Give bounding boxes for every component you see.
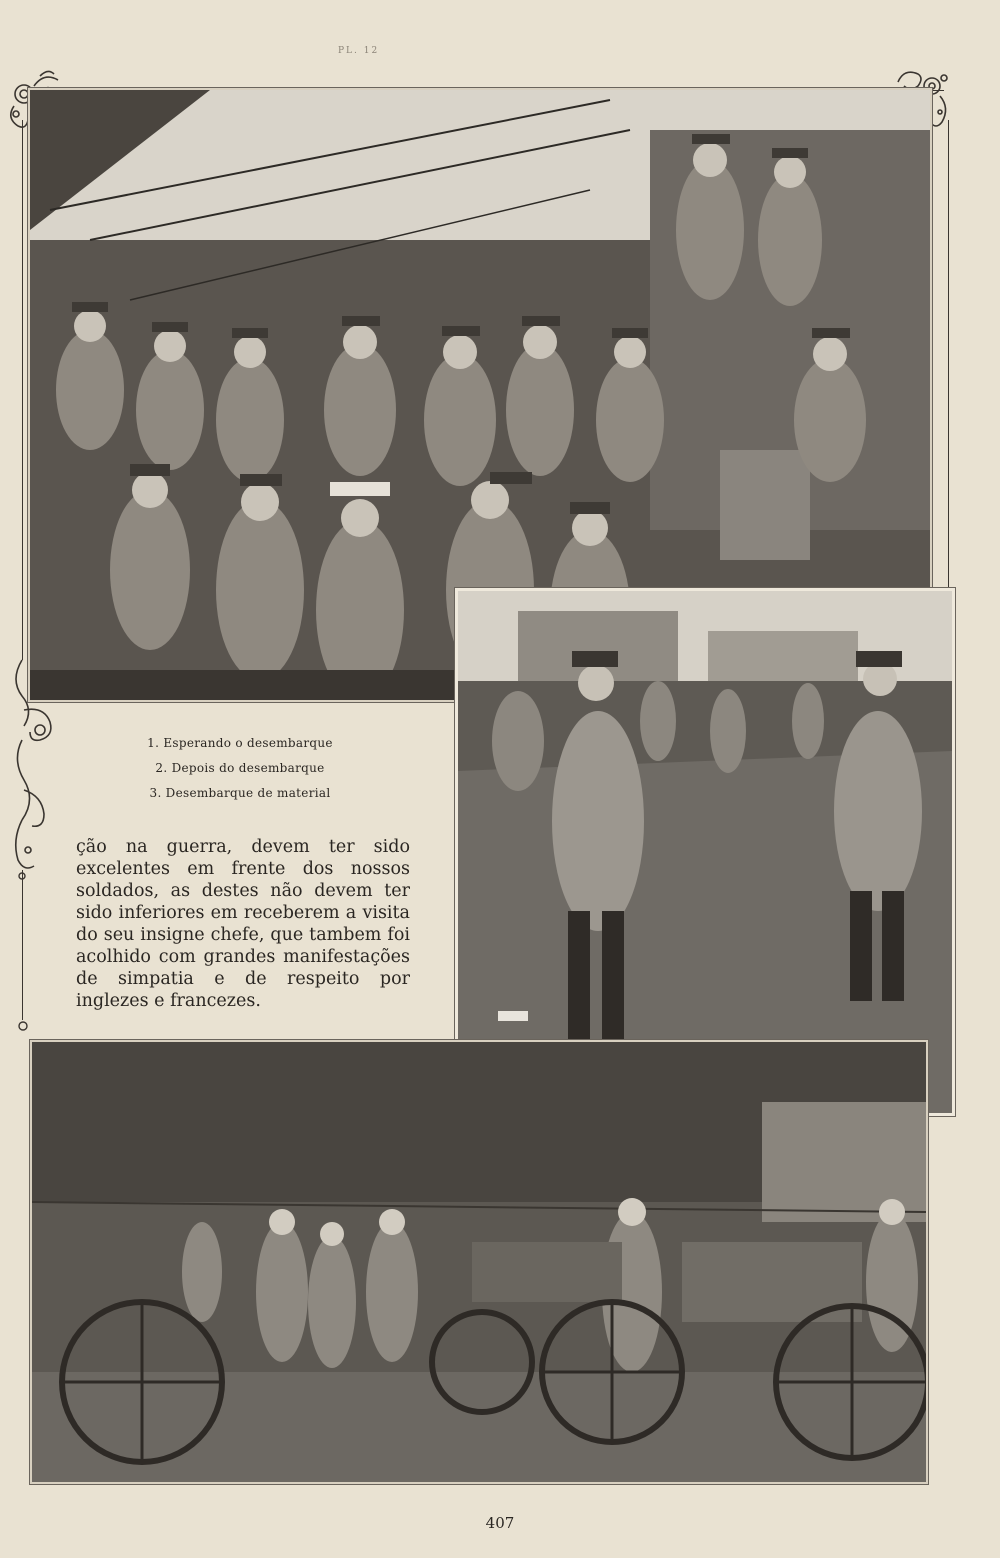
- caption-2: 2. Depois do desembarque: [155, 761, 325, 775]
- photo-3-illustration: [32, 1042, 926, 1482]
- small-ring-ornament-icon: [17, 1020, 29, 1032]
- faint-stamp: PL. 12: [338, 46, 380, 56]
- frame-left-line: [22, 120, 23, 660]
- caption-1: 1. Esperando o desembarque: [147, 736, 333, 750]
- photo-unloading-material: [30, 1040, 928, 1484]
- article-body-text: ção na guerra, devem ter sido excelentes em frente dos nossos soldados, as destes não devem ter sido inferiores em receberem a visita do seu insigne chefe, que tambem foi acolhido com grandes manifestações de simpatia e de respeito por inglezes e francezes.: [76, 837, 410, 1011]
- photo-captions: [60, 736, 420, 811]
- caption-3: 3. Desembarque de material: [149, 786, 331, 800]
- photo-2-illustration: [458, 591, 952, 1113]
- page-number: 407: [485, 1514, 515, 1532]
- frame-right-line: [948, 120, 949, 590]
- photo-after-disembark: [455, 588, 955, 1116]
- frame-left-lower-line: [22, 870, 23, 1020]
